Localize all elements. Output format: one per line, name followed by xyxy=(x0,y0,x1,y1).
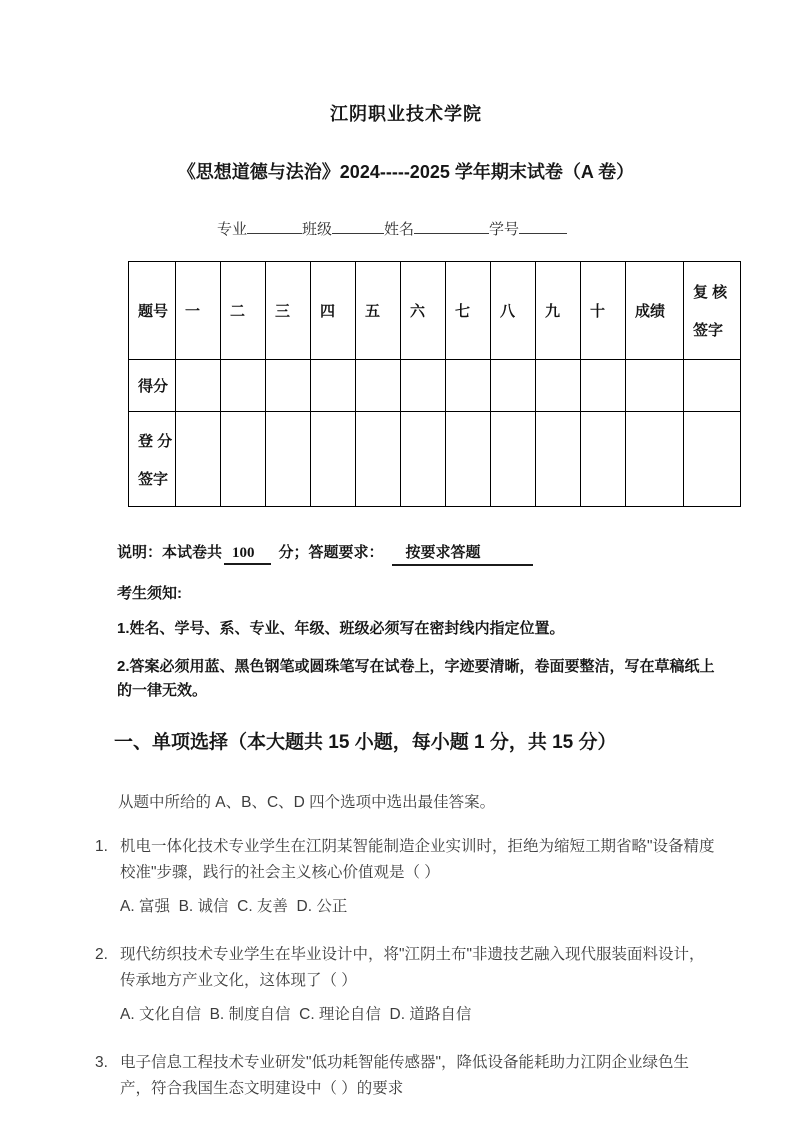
score-cell xyxy=(626,360,684,412)
score-table-header-row xyxy=(129,262,741,360)
class-blank-line xyxy=(332,219,384,234)
score-cell xyxy=(446,360,491,412)
sign-cell xyxy=(401,412,446,507)
score-cell xyxy=(311,360,356,412)
section-one-instruction: 从题中所给的 A、B、C、D 四个选项中选出最佳答案。 xyxy=(118,794,496,811)
section-one-heading: 一、单项选择（本大题共 15 小题，每小题 1 分，共 15 分） xyxy=(114,732,617,753)
sign-cell xyxy=(684,412,741,507)
score-cell xyxy=(401,360,446,412)
header-cell-9: 九 xyxy=(536,262,581,360)
register-sign-row-label xyxy=(129,412,176,507)
question-1 xyxy=(95,834,717,920)
question-1-text: 机电一体化技术专业学生在江阴某智能制造企业实训时，拒绝为缩短工期省略"设备精度校准"步骤，践行的社会主义核心价值观是（ ） xyxy=(120,838,715,881)
header-cell-review-sign xyxy=(684,262,741,360)
notice-item-1: 1.姓名、学号、系、专业、年级、班级必须写在密封线内指定位置。 xyxy=(117,620,565,637)
score-row-label: 得分 xyxy=(129,360,176,412)
candidate-notice-title: 考生须知: xyxy=(117,585,182,602)
header-cell-2: 二 xyxy=(221,262,266,360)
field-label-student-id: 学号 xyxy=(489,221,520,238)
header-cell-question-number: 题号 xyxy=(129,262,176,360)
question-2-options: A. 文化自信 B. 制度自信 C. 理论自信 D. 道路自信 xyxy=(120,1006,472,1023)
student-id-blank-line xyxy=(519,219,567,234)
register-sign-line2: 签字 xyxy=(138,470,169,488)
header-cell-8: 八 xyxy=(491,262,536,360)
header-cell-score: 成绩 xyxy=(626,262,684,360)
score-table xyxy=(128,261,741,507)
answer-requirement-value: 按要求答题 xyxy=(392,541,533,566)
sign-cell xyxy=(176,412,221,507)
score-cell xyxy=(266,360,311,412)
sign-cell xyxy=(626,412,684,507)
header-cell-1: 一 xyxy=(176,262,221,360)
sign-cell xyxy=(266,412,311,507)
question-1-number: 1. xyxy=(95,838,108,855)
question-3-number: 3. xyxy=(95,1054,108,1071)
header-cell-6: 六 xyxy=(401,262,446,360)
sign-cell xyxy=(311,412,356,507)
question-3 xyxy=(95,1050,717,1102)
header-cell-4: 四 xyxy=(311,262,356,360)
sign-cell xyxy=(221,412,266,507)
sign-cell xyxy=(491,412,536,507)
header-cell-5: 五 xyxy=(356,262,401,360)
score-cell xyxy=(221,360,266,412)
student-info-line xyxy=(217,218,717,239)
sign-cell xyxy=(356,412,401,507)
name-blank-line xyxy=(414,219,489,234)
exam-title: 《思想道德与法治》2024-----2025 学年期末试卷（A 卷） xyxy=(177,162,635,182)
field-label-major: 专业 xyxy=(217,221,248,238)
question-2-text: 现代纺织技术专业学生在毕业设计中，将"江阴土布"非遗技艺融入现代服装面料设计，传承地方产业文化，这体现了（ ） xyxy=(120,946,705,989)
score-cell xyxy=(536,360,581,412)
register-sign-row xyxy=(129,412,741,507)
total-points-value: 100 xyxy=(224,545,271,565)
field-label-class: 班级 xyxy=(302,221,333,238)
score-cell xyxy=(684,360,741,412)
review-sign-line1: 复 核 xyxy=(693,284,728,301)
review-sign-line2: 签字 xyxy=(693,322,724,339)
school-name: 江阴职业技术学院 xyxy=(330,104,482,124)
score-cell xyxy=(356,360,401,412)
question-3-text: 电子信息工程技术专业研发"低功耗智能传感器"，降低设备能耗助力江阴企业绿色生产，符合我国生态文明建设中（ ）的要求 xyxy=(120,1054,690,1097)
register-sign-line1: 登 分 xyxy=(138,432,173,450)
score-cell xyxy=(491,360,536,412)
major-blank-line xyxy=(247,219,302,234)
note-suffix: 分；答题要求： xyxy=(278,544,384,561)
header-cell-10: 十 xyxy=(581,262,626,360)
question-2 xyxy=(95,942,717,1028)
field-label-name: 姓名 xyxy=(384,221,415,238)
note-prefix: 说明：本试卷共 xyxy=(117,544,223,561)
header-cell-3: 三 xyxy=(266,262,311,360)
sign-cell xyxy=(536,412,581,507)
sign-cell xyxy=(446,412,491,507)
question-2-number: 2. xyxy=(95,946,108,963)
notice-item-2: 2.答案必须用蓝、黑色钢笔或圆珠笔写在试卷上，字迹要清晰，卷面要整洁，写在草稿纸上的一律无效。 xyxy=(117,658,715,699)
score-cell xyxy=(176,360,221,412)
score-row xyxy=(129,360,741,412)
exam-note-line xyxy=(117,541,717,566)
sign-cell xyxy=(581,412,626,507)
header-cell-7: 七 xyxy=(446,262,491,360)
question-1-options: A. 富强 B. 诚信 C. 友善 D. 公正 xyxy=(120,898,348,915)
score-cell xyxy=(581,360,626,412)
